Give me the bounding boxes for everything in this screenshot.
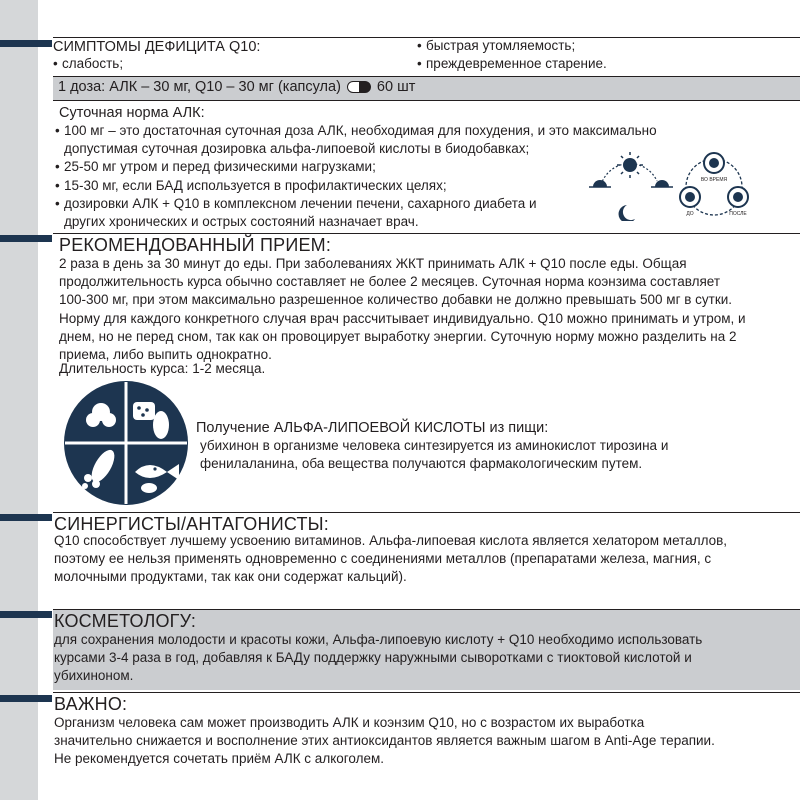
dose-text: 1 доза: АЛК – 30 мг, Q10 – 30 мг (капсула) <box>58 79 341 95</box>
list-item: • 100 мг – это достаточная суточная доза АЛК, необходимая для похудения, и это максимально допустимая суточная дозировка альфа-липоевой кислоты в биодобавках; <box>55 122 714 158</box>
meal-label-after: ПОСЛЕ <box>729 211 747 217</box>
section-accent-bar <box>0 235 52 242</box>
important-section <box>53 692 800 772</box>
list-item: • 25-50 мг утром и перед физическими нагрузками; <box>55 158 555 176</box>
food-title: Получение АЛЬФА-ЛИПОЕВОЙ КИСЛОТЫ из пищи: <box>196 420 549 436</box>
synergists-section <box>53 512 800 610</box>
daily-norm-title: Суточная норма АЛК: <box>59 105 205 121</box>
important-title: ВАЖНО: <box>54 694 128 714</box>
cosmetology-paragraph: для сохранения молодости и красоты кожи, Альфа-липоевую кислоту + Q10 необходимо использовать курсами 3-4 раза в год, добавляя к БАДу поддержку наружными сыворотками с тиоктовой кислотой и убихиноном. <box>54 632 703 684</box>
dose-band <box>53 76 800 101</box>
food-text: убихинон в организме человека синтезируется из аминокислот тирозина и фенилаланина, оба вещества получаются фармакологическим путем. <box>200 438 669 472</box>
day-cycle-icon <box>585 149 675 221</box>
section-accent-bar <box>0 611 52 618</box>
symptoms-right-list <box>417 37 607 73</box>
meal-label-before: ДО <box>686 211 694 217</box>
recommended-section <box>53 233 800 383</box>
section-accent-bar <box>0 695 52 702</box>
list-item: • слабость; <box>53 55 123 73</box>
meal-timing-icon <box>675 149 753 227</box>
left-sidebar-strip <box>0 0 38 800</box>
symptoms-left-list <box>53 55 123 73</box>
section-accent-bar <box>0 514 52 521</box>
cosmetology-section <box>53 609 800 690</box>
section-divider <box>53 692 800 693</box>
list-item: • быстрая утомляемость; <box>417 37 607 55</box>
list-item: • преждевременное старение. <box>417 55 607 73</box>
list-item: • 15-30 мг, если БАД используется в профилактических целях; <box>55 177 555 195</box>
food-section <box>53 380 800 510</box>
capsule-icon <box>347 81 371 93</box>
section-divider <box>53 76 800 77</box>
synergists-paragraph: Q10 способствует лучшему усвоению витаминов. Альфа-липоевая кислота является хелатором металлов, поэтому ее нельзя применять одновременно с соединениями металлов (препаратами железа, магния, с молочными продуктами, так как они содержат кальций). <box>54 533 728 585</box>
daily-norm-list <box>55 122 657 231</box>
food-plate-icon <box>63 380 189 506</box>
meal-label-during: ВО ВРЕМЯ <box>700 177 728 183</box>
duration-label: Длительность курса: <box>59 361 189 376</box>
recommended-title: РЕКОМЕНДОВАННЫЙ ПРИЕМ: <box>59 235 332 255</box>
important-paragraph: Организм человека сам может производить АЛК и коэнзим Q10, но с возрастом их выработка значительно снижается и восполнение этих антиоксидантов является важным шагом в Anti-Age терапии. Не рекомендуется сочетать приём АЛК с алкоголем. <box>54 715 715 767</box>
list-item: • дозировки АЛК + Q10 в комплексном лечении печени, сахарного диабета и других хронических и острых состояний назначает врач. <box>55 195 555 231</box>
duration-value: 1-2 месяца. <box>192 361 266 376</box>
dose-count: 60 шт <box>376 79 416 95</box>
daily-norm-section <box>53 104 800 229</box>
section-accent-bar <box>0 40 52 47</box>
synergists-title: СИНЕРГИСТЫ/АНТАГОНИСТЫ: <box>54 514 329 534</box>
recommended-paragraph: 2 раза в день за 30 минут до еды. При заболеваниях ЖКТ принимать АЛК + Q10 после еды. Общая продолжительность курса обычно составляет не более 2 месяцев. Суточная норма коэнзима составляет 100-300 мг, при этом максимально разрешенное количество добавки не должно превышать 500 мг в сутки. Норму для каждого конкретного случая врач рассчитывает индивидуально. Q10 можно принимать и утром, и днем, но не перед сном, так как он провоцирует выработку энергии. Суточную норму можно разделить на 2 приема, либо выпить однократно. <box>59 256 746 363</box>
cosmetology-title: КОСМЕТОЛОГУ: <box>54 611 197 631</box>
symptoms-title: СИМПТОМЫ ДЕФИЦИТА Q10: <box>53 39 261 55</box>
symptoms-section <box>53 37 800 73</box>
section-divider <box>53 100 800 101</box>
